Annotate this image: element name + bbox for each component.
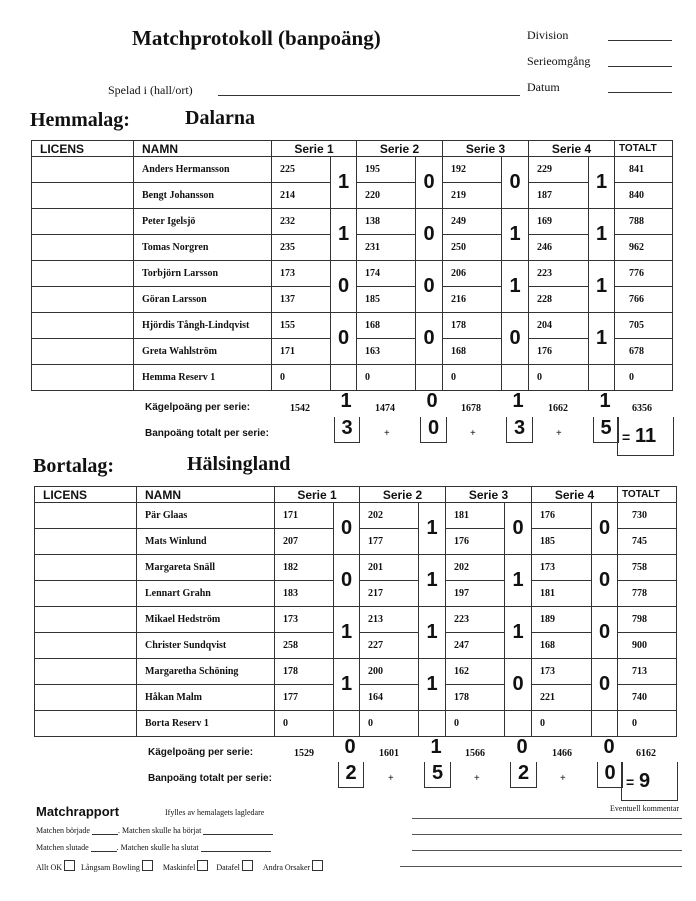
player-total: 776: [615, 261, 673, 287]
empty-cell: [419, 711, 446, 737]
andra-orsaker-checkbox[interactable]: [312, 860, 323, 871]
banpoang-2: 0: [420, 417, 447, 443]
pair-point: 1: [331, 157, 357, 209]
player-total: 713: [618, 659, 677, 685]
serie-score: 0: [272, 365, 331, 391]
kagel-point-1: 1: [340, 390, 352, 412]
report-checks: [36, 860, 323, 872]
serie-score: 173: [275, 607, 334, 633]
pair-point: 1: [589, 209, 615, 261]
table-row: [35, 711, 677, 737]
serie-score: 168: [532, 633, 592, 659]
equals-sign: =: [626, 774, 635, 790]
away-team-label: Bortalag:: [33, 455, 115, 477]
licens-cell[interactable]: [35, 581, 137, 607]
serie-score: 173: [532, 659, 592, 685]
serie-score: 223: [446, 607, 505, 633]
allt-ok-label: Allt OK: [36, 863, 62, 872]
planned-end-field[interactable]: [201, 851, 271, 852]
serieomgang-label: Serieomgång: [527, 54, 591, 68]
namn-header: NAMN: [137, 487, 275, 503]
maskinfel-label: Maskinfel: [162, 863, 196, 872]
pair-point: 0: [334, 503, 360, 555]
pair-point: 0: [416, 261, 443, 313]
home-grand-total-box: [617, 417, 674, 456]
player-total: 705: [615, 313, 673, 339]
serie-score: 223: [529, 261, 589, 287]
pair-point: 0: [502, 313, 529, 365]
licens-header: LICENS: [32, 141, 134, 157]
serie1-header: Serie 1: [275, 487, 360, 503]
serie-score: 173: [532, 555, 592, 581]
plus-sign: +: [474, 773, 480, 784]
serie-score: 171: [272, 339, 331, 365]
serie4-header: Serie 4: [529, 141, 615, 157]
kagel-label: Kägelpoäng per serie:: [145, 402, 251, 413]
table-row: [32, 261, 673, 287]
serie-score: 249: [443, 209, 502, 235]
serie-score: 221: [532, 685, 592, 711]
banpoang-label: Banpoäng totalt per serie:: [145, 428, 269, 439]
table-row: [35, 503, 677, 529]
skulle-borjat-label: . Matchen skulle ha börjat: [117, 826, 202, 835]
pair-point: 1: [502, 261, 529, 313]
pair-point: 1: [589, 261, 615, 313]
empty-cell: [416, 365, 443, 391]
serie-score: 185: [532, 529, 592, 555]
pair-point: 0: [505, 503, 532, 555]
pair-point: 1: [419, 503, 446, 555]
serie-score: 176: [532, 503, 592, 529]
serie-score: 231: [357, 235, 416, 261]
pair-point: 0: [592, 555, 618, 607]
away-score-table: [34, 486, 677, 737]
datum-field[interactable]: [608, 92, 672, 93]
serie-score: 0: [275, 711, 334, 737]
serie1-header: Serie 1: [272, 141, 357, 157]
table-row: [32, 365, 673, 391]
kagel-s3: 1678: [461, 403, 481, 414]
kommentar-line[interactable]: [412, 834, 682, 835]
serie-score: 181: [532, 581, 592, 607]
empty-cell: [331, 365, 357, 391]
player-name: Greta Wahlström: [134, 339, 272, 365]
pair-point: 1: [505, 555, 532, 607]
pair-point: 1: [419, 659, 446, 711]
kagel-point-2: 1: [430, 736, 442, 758]
matchen-slutade-label: Matchen slutade: [36, 843, 89, 852]
pair-point: 1: [334, 659, 360, 711]
plus-sign: +: [470, 428, 476, 439]
empty-cell: [334, 711, 360, 737]
table-row: [35, 659, 677, 685]
serie-score: 229: [529, 157, 589, 183]
player-name: Håkan Malm: [137, 685, 275, 711]
serie-score: 183: [275, 581, 334, 607]
serie-score: 258: [275, 633, 334, 659]
serie-score: 213: [360, 607, 419, 633]
serie-score: 219: [443, 183, 502, 209]
serie-score: 164: [360, 685, 419, 711]
banpoang-4: 0: [597, 762, 623, 788]
serie-score: 168: [357, 313, 416, 339]
serie-score: 155: [272, 313, 331, 339]
serie-score: 173: [272, 261, 331, 287]
banpoang-1: 3: [334, 417, 360, 443]
player-name: Mats Winlund: [137, 529, 275, 555]
serie-score: 0: [443, 365, 502, 391]
serie-score: 0: [357, 365, 416, 391]
pair-point: 1: [419, 607, 446, 659]
serie-score: 197: [446, 581, 505, 607]
serie-score: 192: [443, 157, 502, 183]
kagel-s1: 1542: [290, 403, 310, 414]
serie-score: 182: [275, 555, 334, 581]
serie-score: 163: [357, 339, 416, 365]
player-total: 900: [618, 633, 677, 659]
serie-score: 246: [529, 235, 589, 261]
kagel-point-4: 1: [599, 390, 611, 412]
player-total: 840: [615, 183, 673, 209]
pair-point: 1: [505, 607, 532, 659]
banpoang-label: Banpoäng totalt per serie:: [148, 773, 272, 784]
home-team-name: Dalarna: [185, 107, 255, 129]
licens-cell[interactable]: [32, 235, 134, 261]
pair-point: 0: [592, 659, 618, 711]
serie-score: 189: [532, 607, 592, 633]
serie-score: 200: [360, 659, 419, 685]
player-total: 740: [618, 685, 677, 711]
andra-orsaker-label: Andra Orsaker: [262, 863, 311, 872]
serie-score: 178: [275, 659, 334, 685]
licens-cell[interactable]: [35, 607, 137, 633]
licens-cell[interactable]: [32, 339, 134, 365]
serie-score: 201: [360, 555, 419, 581]
serie-score: 174: [357, 261, 416, 287]
player-total: 778: [618, 581, 677, 607]
player-name: Pär Glaas: [137, 503, 275, 529]
player-total: 678: [615, 339, 673, 365]
page-title: Matchprotokoll (banpoäng): [132, 26, 381, 50]
serie-score: 247: [446, 633, 505, 659]
player-total: 962: [615, 235, 673, 261]
serie-score: 177: [275, 685, 334, 711]
licens-cell[interactable]: [32, 313, 134, 339]
serie-score: 0: [446, 711, 505, 737]
kagel-s4: 1466: [552, 748, 572, 759]
player-total: 730: [618, 503, 677, 529]
home-grand-total: 11: [635, 425, 657, 447]
totalt-header: TOTALT: [615, 141, 673, 157]
kagel-point-3: 0: [516, 736, 528, 758]
serie-score: 235: [272, 235, 331, 261]
pair-point: 0: [331, 313, 357, 365]
banpoang-3: 3: [506, 417, 533, 443]
pair-point: 0: [592, 607, 618, 659]
start-time-field[interactable]: [92, 834, 118, 835]
serie3-header: Serie 3: [446, 487, 532, 503]
pair-point: 0: [416, 209, 443, 261]
kagel-point-3: 1: [512, 390, 524, 412]
langsam-bowling-label: Långsam Bowling: [81, 863, 140, 872]
licens-cell[interactable]: [35, 685, 137, 711]
plus-sign: +: [384, 428, 390, 439]
licens-cell[interactable]: [35, 503, 137, 529]
licens-cell[interactable]: [32, 183, 134, 209]
kommentar-line[interactable]: [412, 850, 682, 851]
pair-point: 1: [419, 555, 446, 607]
table-row: [32, 157, 673, 183]
home-score-table: [31, 140, 673, 391]
player-total: 788: [615, 209, 673, 235]
serie-score: 0: [360, 711, 419, 737]
player-total: 841: [615, 157, 673, 183]
player-total: 0: [615, 365, 673, 391]
away-team-name: Hälsingland: [187, 453, 291, 475]
serie-score: 181: [446, 503, 505, 529]
player-name: Göran Larsson: [134, 287, 272, 313]
pair-point: 1: [502, 209, 529, 261]
player-total: 766: [615, 287, 673, 313]
plus-sign: +: [556, 428, 562, 439]
serie2-header: Serie 2: [360, 487, 446, 503]
spelad-label: Spelad i (hall/ort): [108, 83, 193, 97]
kommentar-line[interactable]: [412, 818, 682, 819]
banpoang-2: 5: [424, 762, 451, 788]
serie-score: 250: [443, 235, 502, 261]
player-name: Tomas Norgren: [134, 235, 272, 261]
report-end-line: [36, 843, 271, 852]
serie-score: 206: [443, 261, 502, 287]
spelad-field[interactable]: [218, 95, 520, 96]
serie-score: 138: [357, 209, 416, 235]
serie-score: 204: [529, 313, 589, 339]
player-name: Borta Reserv 1: [137, 711, 275, 737]
serie-score: 171: [275, 503, 334, 529]
away-grand-total: 9: [639, 770, 651, 792]
serie-score: 217: [360, 581, 419, 607]
player-name: Margareta Snäll: [137, 555, 275, 581]
report-title: Matchrapport: [36, 804, 120, 819]
kagel-s4: 1662: [548, 403, 568, 414]
licens-cell[interactable]: [35, 659, 137, 685]
serie-score: 214: [272, 183, 331, 209]
licens-cell[interactable]: [35, 633, 137, 659]
serie-score: 0: [532, 711, 592, 737]
equals-sign: =: [622, 429, 631, 445]
serie2-header: Serie 2: [357, 141, 443, 157]
pair-point: 1: [334, 607, 360, 659]
player-name: Christer Sundqvist: [137, 633, 275, 659]
player-total: 758: [618, 555, 677, 581]
player-name: Torbjörn Larsson: [134, 261, 272, 287]
pair-point: 0: [416, 313, 443, 365]
pair-point: 1: [589, 313, 615, 365]
datafel-checkbox[interactable]: [242, 860, 253, 871]
serie-score: 232: [272, 209, 331, 235]
kommentar-label: Eventuell kommentar: [610, 804, 680, 813]
serie-score: 177: [360, 529, 419, 555]
kagel-s2: 1601: [379, 748, 399, 759]
licens-cell[interactable]: [35, 711, 137, 737]
player-total: 0: [618, 711, 677, 737]
pair-point: 1: [589, 157, 615, 209]
away-grand-total-box: [621, 762, 678, 801]
player-total: 798: [618, 607, 677, 633]
table-row: [32, 313, 673, 339]
pair-point: 0: [502, 157, 529, 209]
division-field[interactable]: [608, 40, 672, 41]
datafel-label: Datafel: [216, 863, 240, 872]
licens-cell[interactable]: [32, 261, 134, 287]
skulle-slutat-label: . Matchen skulle ha slutat: [116, 843, 199, 852]
licens-cell[interactable]: [32, 287, 134, 313]
serie-score: 168: [443, 339, 502, 365]
pair-point: 1: [331, 209, 357, 261]
plus-sign: +: [560, 773, 566, 784]
serie3-header: Serie 3: [443, 141, 529, 157]
player-name: Lennart Grahn: [137, 581, 275, 607]
kagel-point-1: 0: [344, 736, 356, 758]
empty-cell: [592, 711, 618, 737]
licens-cell[interactable]: [32, 157, 134, 183]
kagel-point-4: 0: [603, 736, 615, 758]
table-row: [35, 555, 677, 581]
serie4-header: Serie 4: [532, 487, 618, 503]
banpoang-4: 5: [593, 417, 619, 443]
end-time-field[interactable]: [91, 851, 117, 852]
serie-score: 137: [272, 287, 331, 313]
player-name: Peter Igelsjö: [134, 209, 272, 235]
empty-cell: [502, 365, 529, 391]
table-row: [35, 607, 677, 633]
serie-score: 176: [446, 529, 505, 555]
serie-score: 0: [529, 365, 589, 391]
table-row: [32, 209, 673, 235]
pair-point: 0: [331, 261, 357, 313]
licens-cell[interactable]: [32, 365, 134, 391]
pair-point: 0: [505, 659, 532, 711]
banpoang-1: 2: [338, 762, 364, 788]
licens-cell[interactable]: [35, 529, 137, 555]
pair-point: 0: [334, 555, 360, 607]
pair-point: 0: [592, 503, 618, 555]
matchen-borjade-label: Matchen började: [36, 826, 90, 835]
kommentar-line[interactable]: [400, 866, 682, 867]
home-team-label: Hemmalag:: [30, 109, 130, 131]
pair-point: 0: [416, 157, 443, 209]
kagel-point-2: 0: [426, 390, 438, 412]
kagel-total: 6162: [636, 748, 656, 759]
division-label: Division: [527, 28, 569, 42]
licens-header: LICENS: [35, 487, 137, 503]
report-start-line: [36, 826, 273, 835]
licens-cell[interactable]: [35, 555, 137, 581]
kagel-label: Kägelpoäng per serie:: [148, 747, 254, 758]
serie-score: 195: [357, 157, 416, 183]
serie-score: 216: [443, 287, 502, 313]
serie-score: 225: [272, 157, 331, 183]
player-name: Hjördis Tångh-Lindqvist: [134, 313, 272, 339]
player-name: Mikael Hedström: [137, 607, 275, 633]
serie-score: 227: [360, 633, 419, 659]
report-subtitle: Ifylles av hemalagets lagledare: [165, 808, 265, 817]
serie-score: 220: [357, 183, 416, 209]
kagel-s1: 1529: [294, 748, 314, 759]
serie-score: 162: [446, 659, 505, 685]
allt-ok-checkbox[interactable]: [64, 860, 75, 871]
player-total: 745: [618, 529, 677, 555]
player-name: Anders Hermansson: [134, 157, 272, 183]
serie-score: 202: [446, 555, 505, 581]
serie-score: 176: [529, 339, 589, 365]
datum-label: Datum: [527, 80, 560, 94]
langsam-bowling-checkbox[interactable]: [142, 860, 153, 871]
licens-cell[interactable]: [32, 209, 134, 235]
totalt-header: TOTALT: [618, 487, 677, 503]
serie-score: 228: [529, 287, 589, 313]
serie-score: 207: [275, 529, 334, 555]
kagel-s3: 1566: [465, 748, 485, 759]
planned-start-field[interactable]: [203, 834, 273, 835]
empty-cell: [589, 365, 615, 391]
maskinfel-checkbox[interactable]: [197, 860, 208, 871]
serie-score: 187: [529, 183, 589, 209]
namn-header: NAMN: [134, 141, 272, 157]
serie-score: 178: [446, 685, 505, 711]
player-name: Bengt Johansson: [134, 183, 272, 209]
kagel-s2: 1474: [375, 403, 395, 414]
serie-score: 178: [443, 313, 502, 339]
empty-cell: [505, 711, 532, 737]
serie-score: 185: [357, 287, 416, 313]
banpoang-3: 2: [510, 762, 537, 788]
serie-score: 202: [360, 503, 419, 529]
player-name: Margaretha Schöning: [137, 659, 275, 685]
kagel-total: 6356: [632, 403, 652, 414]
plus-sign: +: [388, 773, 394, 784]
serieomgang-field[interactable]: [608, 66, 672, 67]
player-name: Hemma Reserv 1: [134, 365, 272, 391]
serie-score: 169: [529, 209, 589, 235]
